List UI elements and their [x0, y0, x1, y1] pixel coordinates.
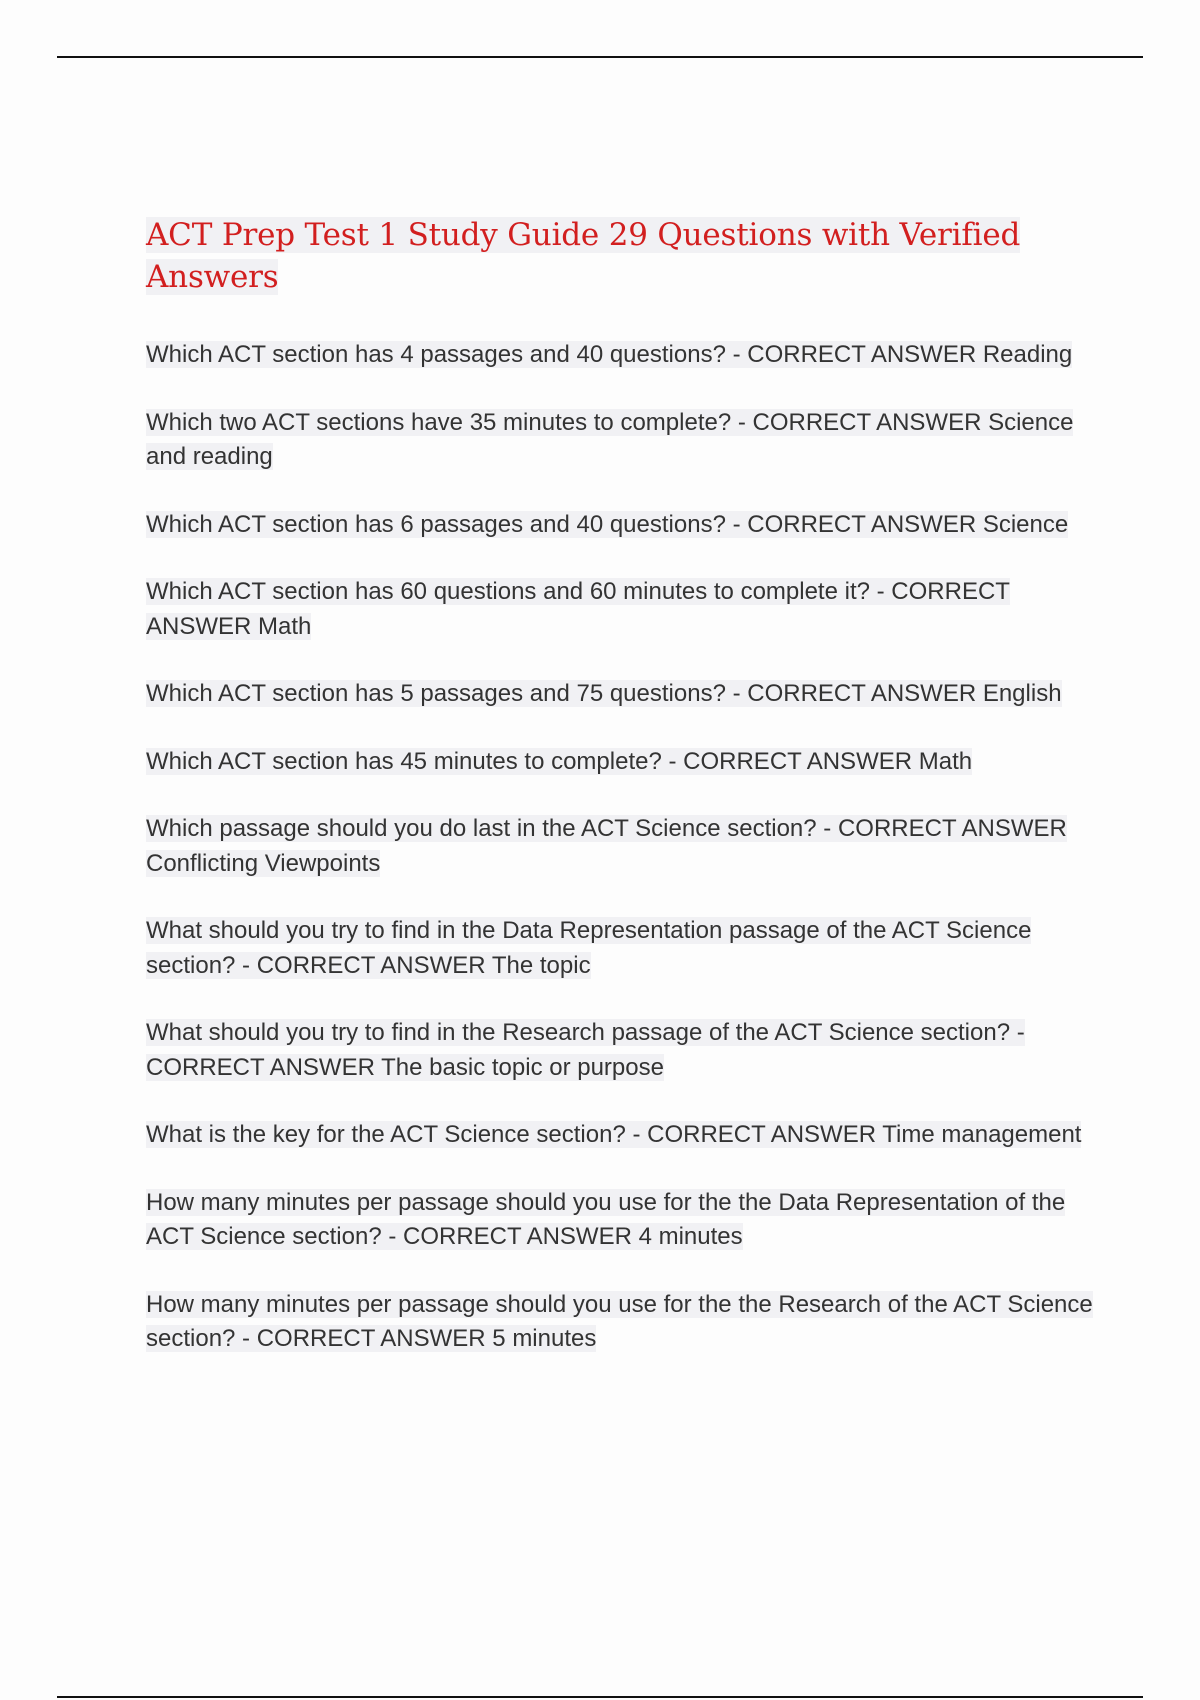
qa-text: Which ACT section has 5 passages and 75 questions? - CORRECT ANSWER English [146, 680, 1062, 707]
qa-item [146, 406, 1096, 475]
qa-list [146, 338, 1096, 1357]
qa-item [146, 914, 1096, 983]
qa-text: Which ACT section has 4 passages and 40 questions? - CORRECT ANSWER Reading [146, 341, 1073, 368]
qa-text: Which two ACT sections have 35 minutes to complete? - CORRECT ANSWER Science and reading [146, 408, 1074, 470]
qa-text: Which passage should you do last in the ACT Science section? - CORRECT ANSWER Conflicting Viewpoints [146, 815, 1067, 877]
qa-item [146, 677, 1096, 712]
qa-text: How many minutes per passage should you use for the the Research of the ACT Science section? - CORRECT ANSWER 5 minutes [146, 1290, 1093, 1352]
qa-item [146, 575, 1096, 644]
qa-item [146, 1016, 1096, 1085]
qa-item [146, 812, 1096, 881]
document-title [146, 214, 1096, 298]
footer-rule [57, 1696, 1143, 1698]
header-rule [57, 56, 1143, 58]
qa-text: Which ACT section has 6 passages and 40 questions? - CORRECT ANSWER Science [146, 510, 1069, 538]
qa-text: What should you try to find in the Research passage of the ACT Science section? - CORRECT ANSWER The basic topic or purpose [146, 1019, 1025, 1081]
qa-item [146, 745, 1096, 780]
qa-item [146, 1186, 1096, 1255]
qa-item [146, 338, 1096, 373]
qa-item [146, 1288, 1096, 1357]
document-title-text: ACT Prep Test 1 Study Guide 29 Questions with Verified Answers [146, 217, 1021, 295]
qa-item [146, 1118, 1096, 1153]
qa-text: Which ACT section has 60 questions and 60 minutes to complete it? - CORRECT ANSWER Math [146, 578, 1010, 640]
qa-text: What is the key for the ACT Science section? - CORRECT ANSWER Time management [146, 1121, 1082, 1148]
qa-text: What should you try to find in the Data Representation passage of the ACT Science section? - CORRECT ANSWER The topic [146, 917, 1032, 979]
qa-text: How many minutes per passage should you use for the the Data Representation of the ACT Science section? - CORRECT ANSWER 4 minutes [146, 1188, 1066, 1250]
qa-item [146, 508, 1096, 543]
document-body [146, 214, 1096, 1390]
qa-text: Which ACT section has 45 minutes to complete? - CORRECT ANSWER Math [146, 747, 973, 775]
